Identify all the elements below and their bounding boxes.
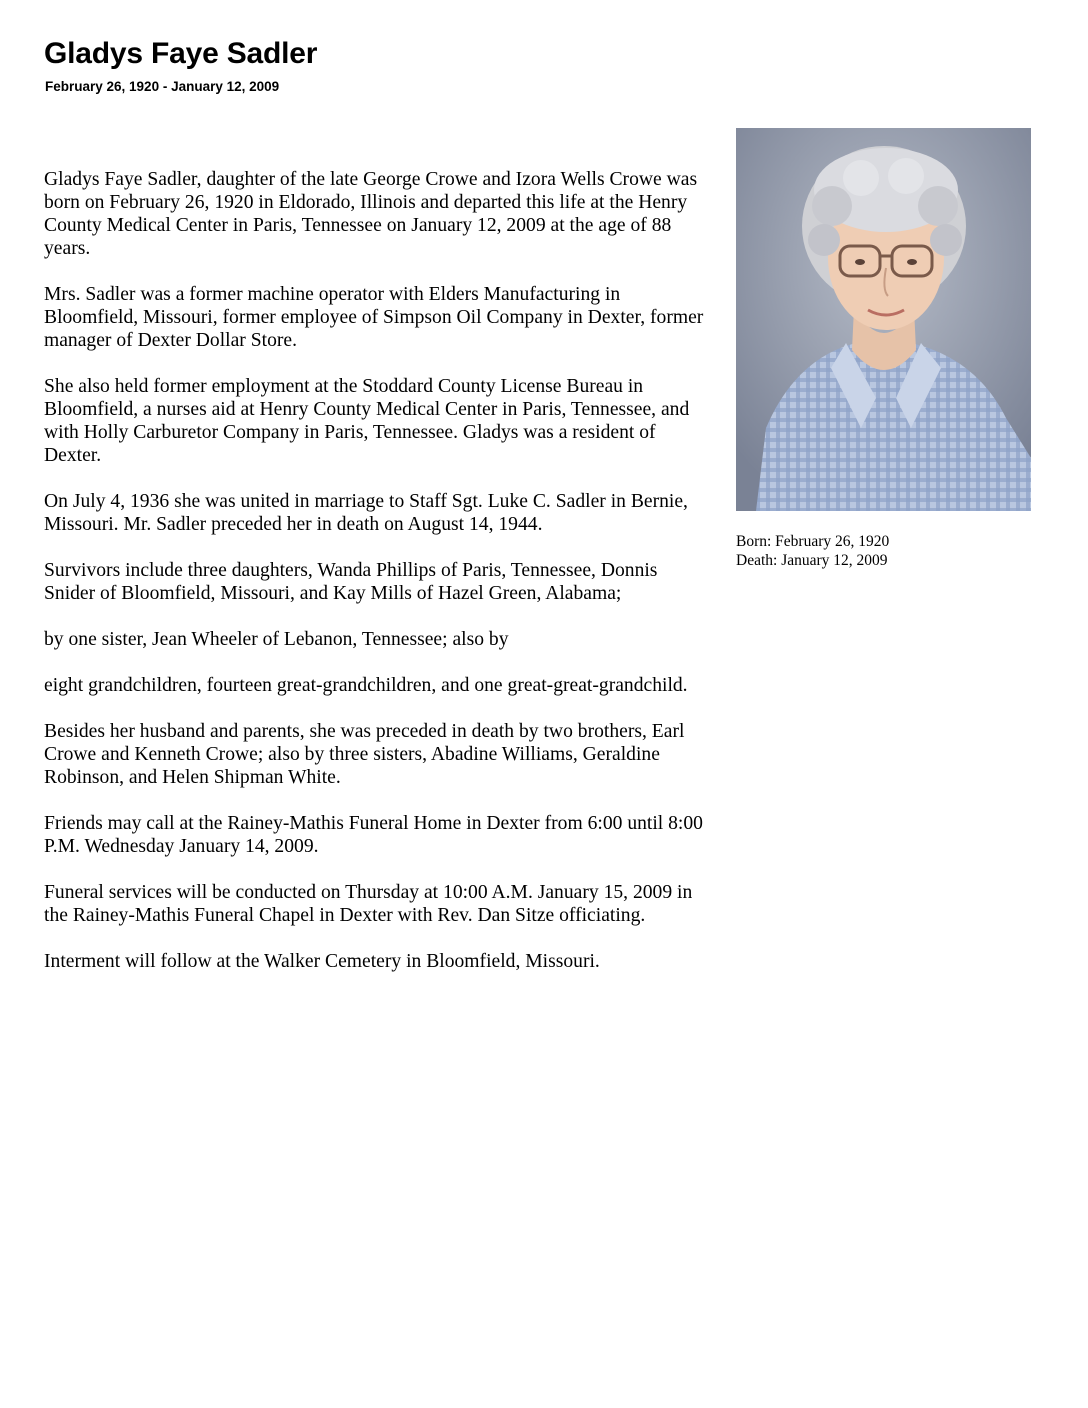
paragraph-sister: by one sister, Jean Wheeler of Lebanon, Tennessee; also by xyxy=(44,629,509,650)
obituary-body xyxy=(44,168,704,996)
portrait-illustration xyxy=(736,128,1031,511)
paragraph-interment: Interment will follow at the Walker Cemetery in Bloomfield, Missouri. xyxy=(44,951,600,972)
photo-caption xyxy=(736,532,889,570)
death-date: Death: January 12, 2009 xyxy=(736,552,888,569)
paragraph-marriage: On July 4, 1936 she was united in marriage to Staff Sgt. Luke C. Sadler in Bernie, Missouri. Mr. Sadler preceded her in death on August 14, 1944. xyxy=(44,491,688,535)
paragraph-services: Funeral services will be conducted on Thursday at 10:00 A.M. January 15, 2009 in the Rainey-Mathis Funeral Chapel in Dexter with Rev. Dan Sitze officiating. xyxy=(44,882,693,926)
paragraph-grandchildren: eight grandchildren, fourteen great-grandchildren, and one great-great-grandchild. xyxy=(44,675,688,696)
life-dates: February 26, 1920 - January 12, 2009 xyxy=(45,79,280,94)
born-date: Born: February 26, 1920 xyxy=(736,533,890,550)
paragraph-birth: Gladys Faye Sadler, daughter of the late George Crowe and Izora Wells Crowe was born on February 26, 1920 in Eldorado, Illinois and departed this life at the Henry County Medical Center in Paris, Tennessee on January 12, 2009 at the age of 88 years. xyxy=(44,169,698,259)
page-title: Gladys Faye Sadler xyxy=(44,37,318,70)
paragraph-employment-2: She also held former employment at the Stoddard County License Bureau in Bloomfield, a nurses aid at Henry County Medical Center in Paris, Tennessee, and with Holly Carburetor Company in Paris, Tennessee. Gladys was a resident of Dexter. xyxy=(44,376,690,466)
portrait-photo xyxy=(736,128,1031,511)
paragraph-preceded: Besides her husband and parents, she was preceded in death by two brothers, Earl Crowe and Kenneth Crowe; also by three sisters, Abadine Williams, Geraldine Robinson, and Helen Shipman White. xyxy=(44,721,685,788)
paragraph-visitation: Friends may call at the Rainey-Mathis Funeral Home in Dexter from 6:00 until 8:00 P.M. Wednesday January 14, 2009. xyxy=(44,813,703,857)
paragraph-employment-1: Mrs. Sadler was a former machine operator with Elders Manufacturing in Bloomfield, Missouri, former employee of Simpson Oil Company in Dexter, former manager of Dexter Dollar Store. xyxy=(44,284,704,351)
paragraph-survivors: Survivors include three daughters, Wanda Phillips of Paris, Tennessee, Donnis Snider of Bloomfield, Missouri, and Kay Mills of Hazel Green, Alabama; xyxy=(44,560,658,604)
